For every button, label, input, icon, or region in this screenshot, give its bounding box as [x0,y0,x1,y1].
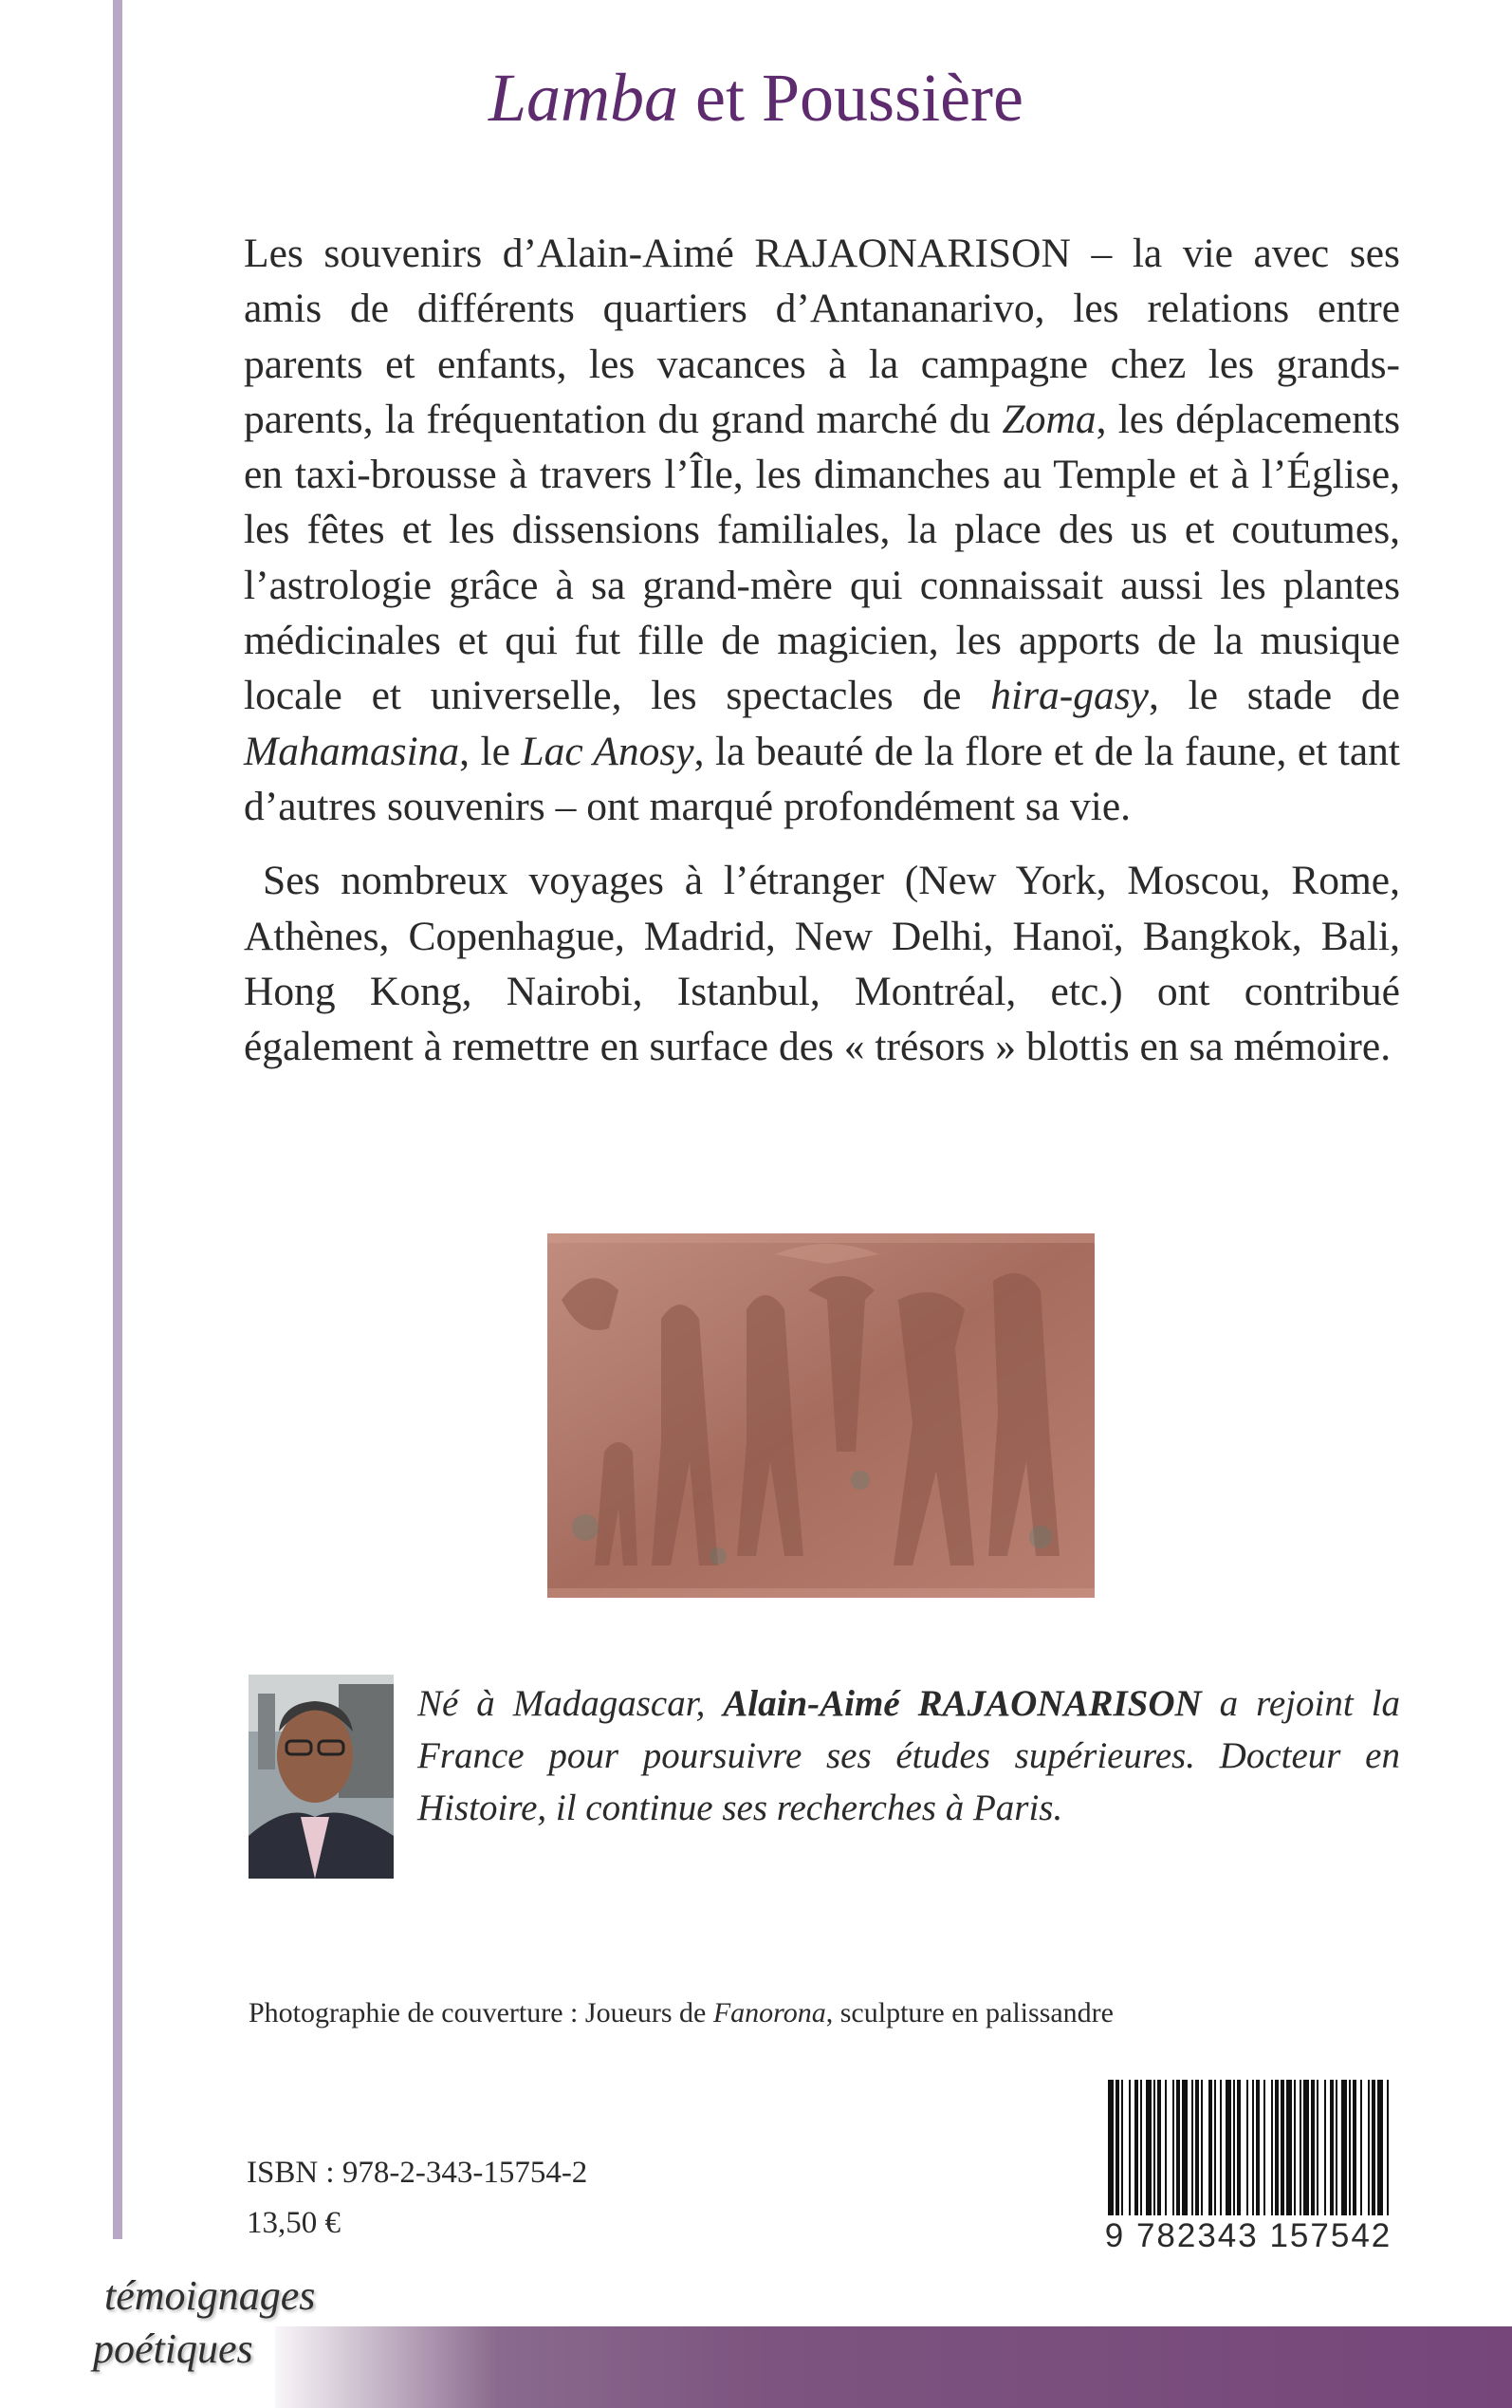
barcode-bar [1140,2080,1142,2222]
blurb-italic-term: Mahamasina [244,728,460,774]
author-bio [417,1677,1400,1834]
side-bar [113,0,122,2239]
barcode-bar [1208,2080,1212,2222]
barcode-bar [1201,2080,1203,2222]
barcode-bar [1191,2080,1193,2222]
barcode-bar [1195,2080,1199,2222]
barcode-bar [1172,2080,1174,2222]
barcode-bar [1281,2080,1284,2222]
barcode-bar [1263,2080,1265,2222]
blurb-text-run: , la beauté de la flore et de la faune, et tant d’autres souvenirs – ont marqué profondément sa vie. [244,728,1400,829]
barcode-bar [1387,2080,1389,2222]
relief-photo [547,1233,1095,1598]
barcode-bar [1220,2080,1222,2222]
barcode-bar [1252,2080,1254,2222]
collection-line-1: témoignages [104,2272,316,2319]
barcode-bar [1182,2080,1188,2222]
barcode-bar [1377,2080,1383,2222]
barcode-bar [1303,2080,1309,2222]
blurb-text-run: Les souvenirs d’Alain-Aimé RAJAONARISON – la vie avec ses amis de différents quartiers d’Antananarivo, les relations entre parents et enfants, les vacances à la campagne chez les grands-parents, la fréquentation du grand marché du [244,231,1400,442]
barcode-bar [1246,2080,1248,2222]
barcode-bar [1108,2080,1114,2222]
blurb-italic-term: Zoma [1002,396,1097,442]
barcode-bar [1233,2080,1235,2222]
barcode-bar [1121,2080,1123,2222]
barcode-bar [1157,2080,1161,2222]
photo-credit [249,1997,1114,2029]
barcode-bar [1294,2080,1296,2222]
book-title [0,55,1512,140]
bio-post: a rejoint la France pour poursuivre ses études supérieures. Docteur en Histoire, il continue ses recherches à Paris. [417,1683,1400,1828]
book-title-italic: Lamba [489,60,679,136]
credit-pre: Photographie de couverture : Joueurs de [249,1997,713,2028]
barcode-bar [1286,2080,1292,2222]
barcode-bar [1317,2080,1318,2222]
barcode-bar [1353,2080,1356,2222]
barcode-bar [1116,2080,1119,2222]
barcode-bar [1165,2080,1167,2222]
barcode-bar [1324,2080,1326,2222]
credit-italic: Fanorona [712,1997,826,2028]
barcode-bar [1129,2080,1131,2222]
price: 13,50 € [247,2206,341,2240]
barcode-bar [1134,2080,1138,2222]
barcode-bar [1256,2080,1260,2222]
blurb-text-run: , les déplacements en taxi-brousse à travers l’Île, les dimanches au Temple et à l’Église, les fêtes et les dissensions familiales, la place des us et coutumes, l’astrologie grâce à sa grand-mère qui connaissait aussi les plantes médicinales et qui fut fille de magicien, les apports de la musique locale et universelle, les spectacles de [244,396,1401,719]
blurb-italic-term: hira-gasy [990,673,1149,719]
blurb-italic-term: Lac Anosy [521,728,694,774]
barcode-bar [1275,2080,1279,2222]
barcode-bar [1226,2080,1231,2222]
credit-post: , sculpture en palissandre [825,1997,1114,2028]
bottom-band [275,2326,1512,2408]
barcode-bar [1349,2080,1351,2222]
barcode-bar [1330,2080,1334,2222]
book-title-rest: et Poussière [695,60,1023,136]
barcode-bar [1153,2080,1155,2222]
author-name: Alain-Aimé RAJAONARISON [723,1683,1202,1724]
bio-pre: Né à Madagascar, [417,1683,724,1724]
barcode-bar [1336,2080,1337,2222]
barcode-digits: 9 782343 157542 [1103,2215,1393,2257]
blurb [244,226,1400,1074]
blurb-paragraph-1 [244,226,1400,834]
blurb-text-run: , le [459,728,522,774]
author-photo [249,1675,394,1879]
blurb-paragraph-2: Ses nombreux voyages à l’étranger (New York, Moscou, Rome, Athènes, Copenhague, Madrid, New Delhi, Hanoï, Bangkok, Bali, Hong Kong, Nairobi, Istanbul, Montréal, etc.) ont contribué également à remettre en surface des « trésors » blottis en sa mémoire. [244,858,1400,1070]
collection-line-2: poétiques [93,2325,253,2372]
barcode-bar [1237,2080,1241,2222]
barcode-bar [1271,2080,1273,2222]
blurb-text-run: , le stade de [1148,673,1400,719]
barcode-bar [1311,2080,1315,2222]
barcode-bar [1146,2080,1152,2222]
barcode-bar [1341,2080,1347,2222]
barcode-bar [1368,2080,1370,2222]
barcode-bar [1176,2080,1180,2222]
barcode-bar [1372,2080,1375,2222]
barcode-bar [1360,2080,1362,2222]
barcode-bar [1300,2080,1301,2222]
isbn: ISBN : 978-2-343-15754-2 [247,2156,588,2190]
barcode-bar [1214,2080,1216,2222]
